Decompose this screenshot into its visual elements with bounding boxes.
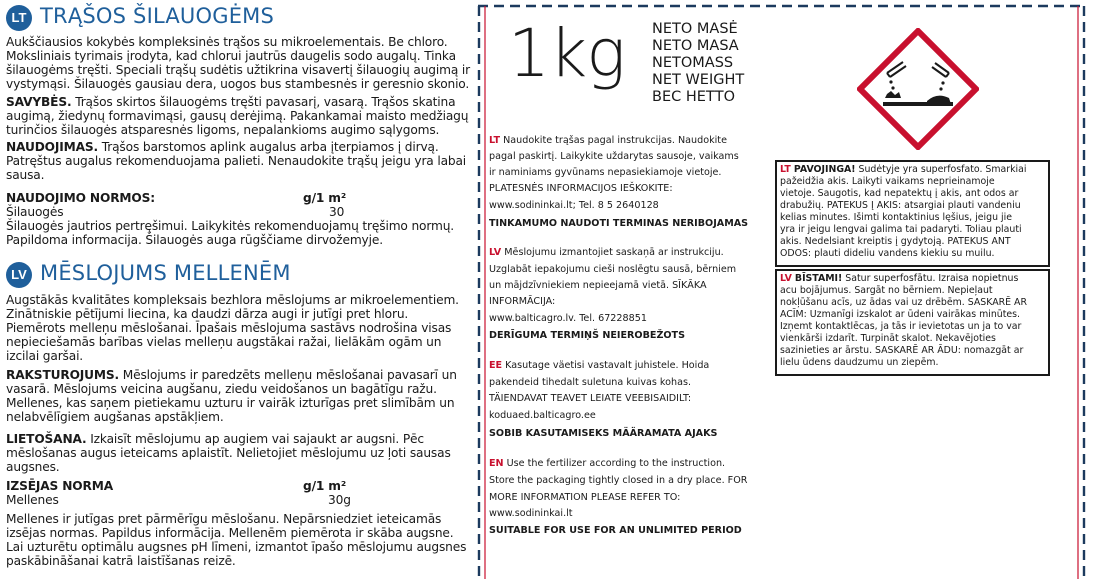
instr-lv-line bbox=[489, 245, 724, 261]
instr-ee-shelf-life: SOBIB KASUTAMISEKS MÄÄRAMATA AJAKS bbox=[489, 428, 718, 439]
lv-use-heading: LIETOŠANA. bbox=[6, 432, 87, 446]
hazard-lt-line: drabužių. PATEKUS Į AKIS: atsargiai plauti vandeniu bbox=[780, 200, 1021, 211]
instr-en-shelf-life: SUITABLE FOR USE FOR AN UNLIMITED PERIOD bbox=[489, 525, 742, 536]
lv-norm-heading: IZSĒJAS NORMA bbox=[6, 479, 114, 493]
lv-props-line: Mellenes, kas saņem pietiekamu uzturu ir vairāk izturīgas pret slimībām un bbox=[6, 396, 455, 410]
lv-tail-line: Lai uzturētu optimālu augsnes pH līmeni, izmantot īpašo mēslojumu augsnes bbox=[6, 540, 467, 554]
hazard-lt-line: kelias minutes. Išimti kontaktinius lęšius, jeigu jie bbox=[780, 212, 1012, 223]
hazard-lt-line: akis. Nedelsiant kreiptis į gydytoją. PATEKUS ANT bbox=[780, 236, 1011, 247]
instr-lt-line: ir naminiams gyvūnams nepasiekiamoje vietoje. bbox=[489, 167, 722, 178]
net-weight-label: NETO MASĖ bbox=[652, 21, 738, 37]
instr-lv-line: www.balticagro.lv. Tel. 67228851 bbox=[489, 313, 647, 324]
lv-norm-plant: Mellenes bbox=[6, 493, 59, 507]
hazard-lv-line: acu bojājumus. Sargāt no bērniem. Nepieļaut bbox=[780, 285, 993, 296]
instr-en-text: Use the fertilizer according to the instruction. bbox=[503, 458, 726, 469]
hazard-lv-line: vienkārši izdarīt. Turpināt skalot. Nekavējoties bbox=[780, 333, 996, 344]
instr-lt-text: Naudokite trąšas pagal instrukcijas. Naudokite bbox=[500, 135, 727, 146]
hazard-lv-heading: BĪSTAMI! bbox=[794, 273, 843, 284]
instr-ee-line bbox=[489, 358, 709, 374]
hazard-lt-line: pažeidžia akis. Laikyti vaikams neprieinamoje bbox=[780, 176, 995, 187]
lv-intro-line: Augstākās kvalitātes kompleksais bezhlora mēslojums ar mikroelementiem. bbox=[6, 293, 459, 307]
instr-lv-line: INFORMĀCIJA: bbox=[489, 296, 556, 307]
lt-props-line: augimą, žiedynų formavimąsi, gausų derėjimą. Pakankamai maisto medžiagų bbox=[6, 109, 469, 123]
instr-lt-line: pagal paskirtį. Laikykite uždarytas sausoje, vaikams bbox=[489, 151, 739, 162]
instr-lt-code: LT bbox=[489, 135, 501, 146]
lt-tail-line: Papildoma informacija. Šilauogės auga rūgščiame dirvožemyje. bbox=[6, 233, 383, 247]
lt-use-line: Patręštus augalus rekomenduojama palieti. Nenaudokite trąšų jeigu yra labai bbox=[6, 154, 467, 168]
lv-use-line: mēslošanas augus ieteicams aplaistīt. Nelietojiet mēslojumu uz ļoti sausas bbox=[6, 446, 451, 460]
net-weight-label: ВЕС НЕТТО bbox=[652, 89, 736, 105]
lv-intro-line: nepieciešamās barības vielas melleņu augstākai ražai, lielākām ogām un bbox=[6, 335, 442, 349]
lt-tail-line: Šilauogės jautrios pertręšimui. Laikykitės rekomenduojamų tręšimo normų. bbox=[6, 219, 455, 233]
lt-title: TRĄŠOS ŠILAUOGĖMS bbox=[40, 4, 275, 28]
lv-title: MĒSLOJUMS MELLENĒM bbox=[40, 261, 291, 285]
instr-lt-line bbox=[489, 133, 727, 149]
lv-props-line: vasarā. Mēslojums veicina augšanu, ziedu veidošanos un bagātīgu ražu. bbox=[6, 382, 437, 396]
hazard-lt-heading: PAVOJINGA! bbox=[793, 164, 856, 175]
lt-props-text: Trąšos skirtos šilauogėms tręšti pavasarį, vasarą. Trąšos skatina bbox=[71, 95, 456, 109]
hazard-lv-code: LV bbox=[780, 273, 792, 284]
lv-intro-line: Piemērots melleņu mēslošanai. Īpašais mēslojuma sastāvs nodrošina visas bbox=[6, 321, 452, 335]
instr-lv-line: un mājdzīvniekiem nepieejamā vietā. SĪKĀKA bbox=[489, 280, 707, 291]
instr-en-line: MORE INFORMATION PLEASE REFER TO: bbox=[489, 492, 681, 503]
lt-norm-plant: Šilauogės bbox=[6, 205, 64, 219]
lv-props-line: nelabvēlīgiem augšanas apstākļiem. bbox=[6, 410, 224, 424]
lt-norm-unit: g/1 m² bbox=[303, 191, 347, 205]
instr-lv-code: LV bbox=[489, 247, 502, 258]
net-weight-label: NETO MASA bbox=[652, 38, 739, 54]
hazard-lv-line bbox=[780, 273, 1018, 285]
lv-use-line: augsnes. bbox=[6, 460, 60, 474]
hazard-lt-code: LT bbox=[780, 164, 791, 175]
hazard-lv-line: ACĪM: Uzmanīgi izskalot ar ūdeni vairākas minūtes. bbox=[780, 309, 1021, 320]
lt-intro-line: vystymąsi. Šilauogės gausiau dera, uogos bus stambesnės ir geresnio skonio. bbox=[6, 77, 470, 91]
instr-ee-line: pakendeid tihedalt suletuna kuivas kohas. bbox=[489, 377, 692, 388]
instr-en-line bbox=[489, 456, 725, 472]
instr-en-line: Store the packaging tightly closed in a dry place. FOR bbox=[489, 475, 748, 486]
lv-tail-line: paskābināšanai katrā laistīšanas reizē. bbox=[6, 554, 236, 568]
lt-intro-line: šilauogėms tręšti. Speciali trąšų sudėtis užtikrina visavertį šilauogių augimą ir bbox=[6, 63, 470, 77]
hazard-lt-line: vietoje. Saugotis, kad nepatektų į akis, ant odos ar bbox=[780, 188, 1019, 199]
net-weight-label: NETOMASS bbox=[652, 55, 734, 71]
lv-norm-value: 30g bbox=[328, 493, 351, 507]
hazard-lt-text: Sudėtyje yra superfosfato. Smarkiai bbox=[855, 164, 1027, 175]
hazard-lv-line: nokļūšanu acīs, uz ādas vai uz drēbēm. SASKARĒ AR bbox=[780, 297, 1027, 308]
lv-tail-line: Mellenes ir jutīgas pret pārmērīgu mēslošanu. Nepārsniedziet ieteicamās bbox=[6, 512, 442, 526]
lt-badge: LT bbox=[6, 5, 32, 31]
lv-intro-line: Zinātniskie pētījumi liecina, ka daudzi dārza augi ir jutīgi pret hloru. bbox=[6, 307, 409, 321]
instr-lt-line: www.sodininkai.lt; Tel. 8 5 2640128 bbox=[489, 200, 659, 211]
instr-ee-code: EE bbox=[489, 360, 503, 371]
instr-ee-line: koduaed.balticagro.ee bbox=[489, 410, 596, 421]
lt-props-line: turinčios šilauogės atsparesnės ligoms, nepalankioms augimo sąlygoms. bbox=[6, 123, 440, 137]
lt-norm-heading: NAUDOJIMO NORMOS: bbox=[6, 191, 155, 205]
hazard-lt-line bbox=[780, 164, 1027, 176]
lt-intro-line: Moksliniais tyrimais įrodyta, kad chlorui jautrūs daugelis sodo augalų. Tinka bbox=[6, 49, 456, 63]
lt-use-text: Trąšos barstomos aplink augalus arba įterpiamos į dirvą. bbox=[98, 140, 439, 154]
lv-use-text: Izkaisīt mēslojumu ap augiem vai sajaukt ar augsni. Pēc bbox=[86, 432, 424, 446]
hazard-lv-line: lielu ūdens daudzumu un ziepēm. bbox=[780, 357, 939, 368]
hazard-lt-line: ODOS: plauti dideliu vandens kiekiu su muilu. bbox=[780, 248, 995, 259]
hazard-lt-line: yra ir jeigu lengvai galima tai padaryti. Toliau plauti bbox=[780, 224, 1022, 235]
lt-props-heading: SAVYBĖS. bbox=[6, 95, 72, 109]
lv-props-text: Mēslojums ir paredzēts melleņu mēslošanai pavasarī un bbox=[119, 368, 457, 382]
lv-badge: LV bbox=[6, 262, 32, 288]
lv-norm-unit: g/1 m² bbox=[303, 479, 347, 493]
instr-lv-shelf-life: DERĪGUMA TERMIŅŠ NEIEROBEŽOTS bbox=[489, 330, 686, 341]
instr-lv-line: Uzglabāt iepakojumu cieši noslēgtu sausā, bērniem bbox=[489, 264, 737, 275]
hazard-lv-line: Izņemt kontaktlēcas, ja tās ir ievietotas un ja to var bbox=[780, 321, 1022, 332]
lt-use-line: sausa. bbox=[6, 168, 45, 182]
instr-en-line: www.sodininkai.lt bbox=[489, 508, 573, 519]
net-weight-label: NET WEIGHT bbox=[652, 72, 745, 88]
lv-tail-line: izsējas normas. Papildus informācija. Mellenēm piemērota ir skāba augsne. bbox=[6, 526, 454, 540]
instr-lv-text: Mēslojumu izmantojiet saskaņā ar instrukciju. bbox=[501, 247, 724, 258]
hazard-lv-line: sazinieties ar ārstu. SASKARĒ AR ĀDU: nomazgāt ar bbox=[780, 345, 1024, 356]
instr-ee-text: Kasutage väetisi vastavalt juhistele. Hoida bbox=[502, 360, 710, 371]
instr-ee-line: TÄIENDAVAT TEAVET LEIATE VEEBISAIDILT: bbox=[489, 393, 692, 404]
lt-use-heading: NAUDOJIMAS. bbox=[6, 140, 99, 154]
instr-lt-shelf-life: TINKAMUMO NAUDOTI TERMINAS NERIBOJAMAS bbox=[489, 218, 749, 229]
hazard-lv-text: Satur superfosfātu. Izraisa nopietnus bbox=[842, 273, 1019, 284]
net-weight-value: 1kg bbox=[508, 15, 625, 92]
lv-props-heading: RAKSTUROJUMS. bbox=[6, 368, 120, 382]
lt-norm-value: 30 bbox=[329, 205, 345, 219]
instr-lt-line: PLATESNĖS INFORMACIJOS IEŠKOKITE: bbox=[489, 183, 673, 194]
lt-intro-line: Aukščiausios kokybės kompleksinės trąšos su mikroelementais. Be chloro. bbox=[6, 35, 448, 49]
corrosion-hazard-icon bbox=[857, 28, 979, 150]
lv-intro-line: izcilai garšai. bbox=[6, 349, 84, 363]
instr-en-code: EN bbox=[489, 458, 504, 469]
